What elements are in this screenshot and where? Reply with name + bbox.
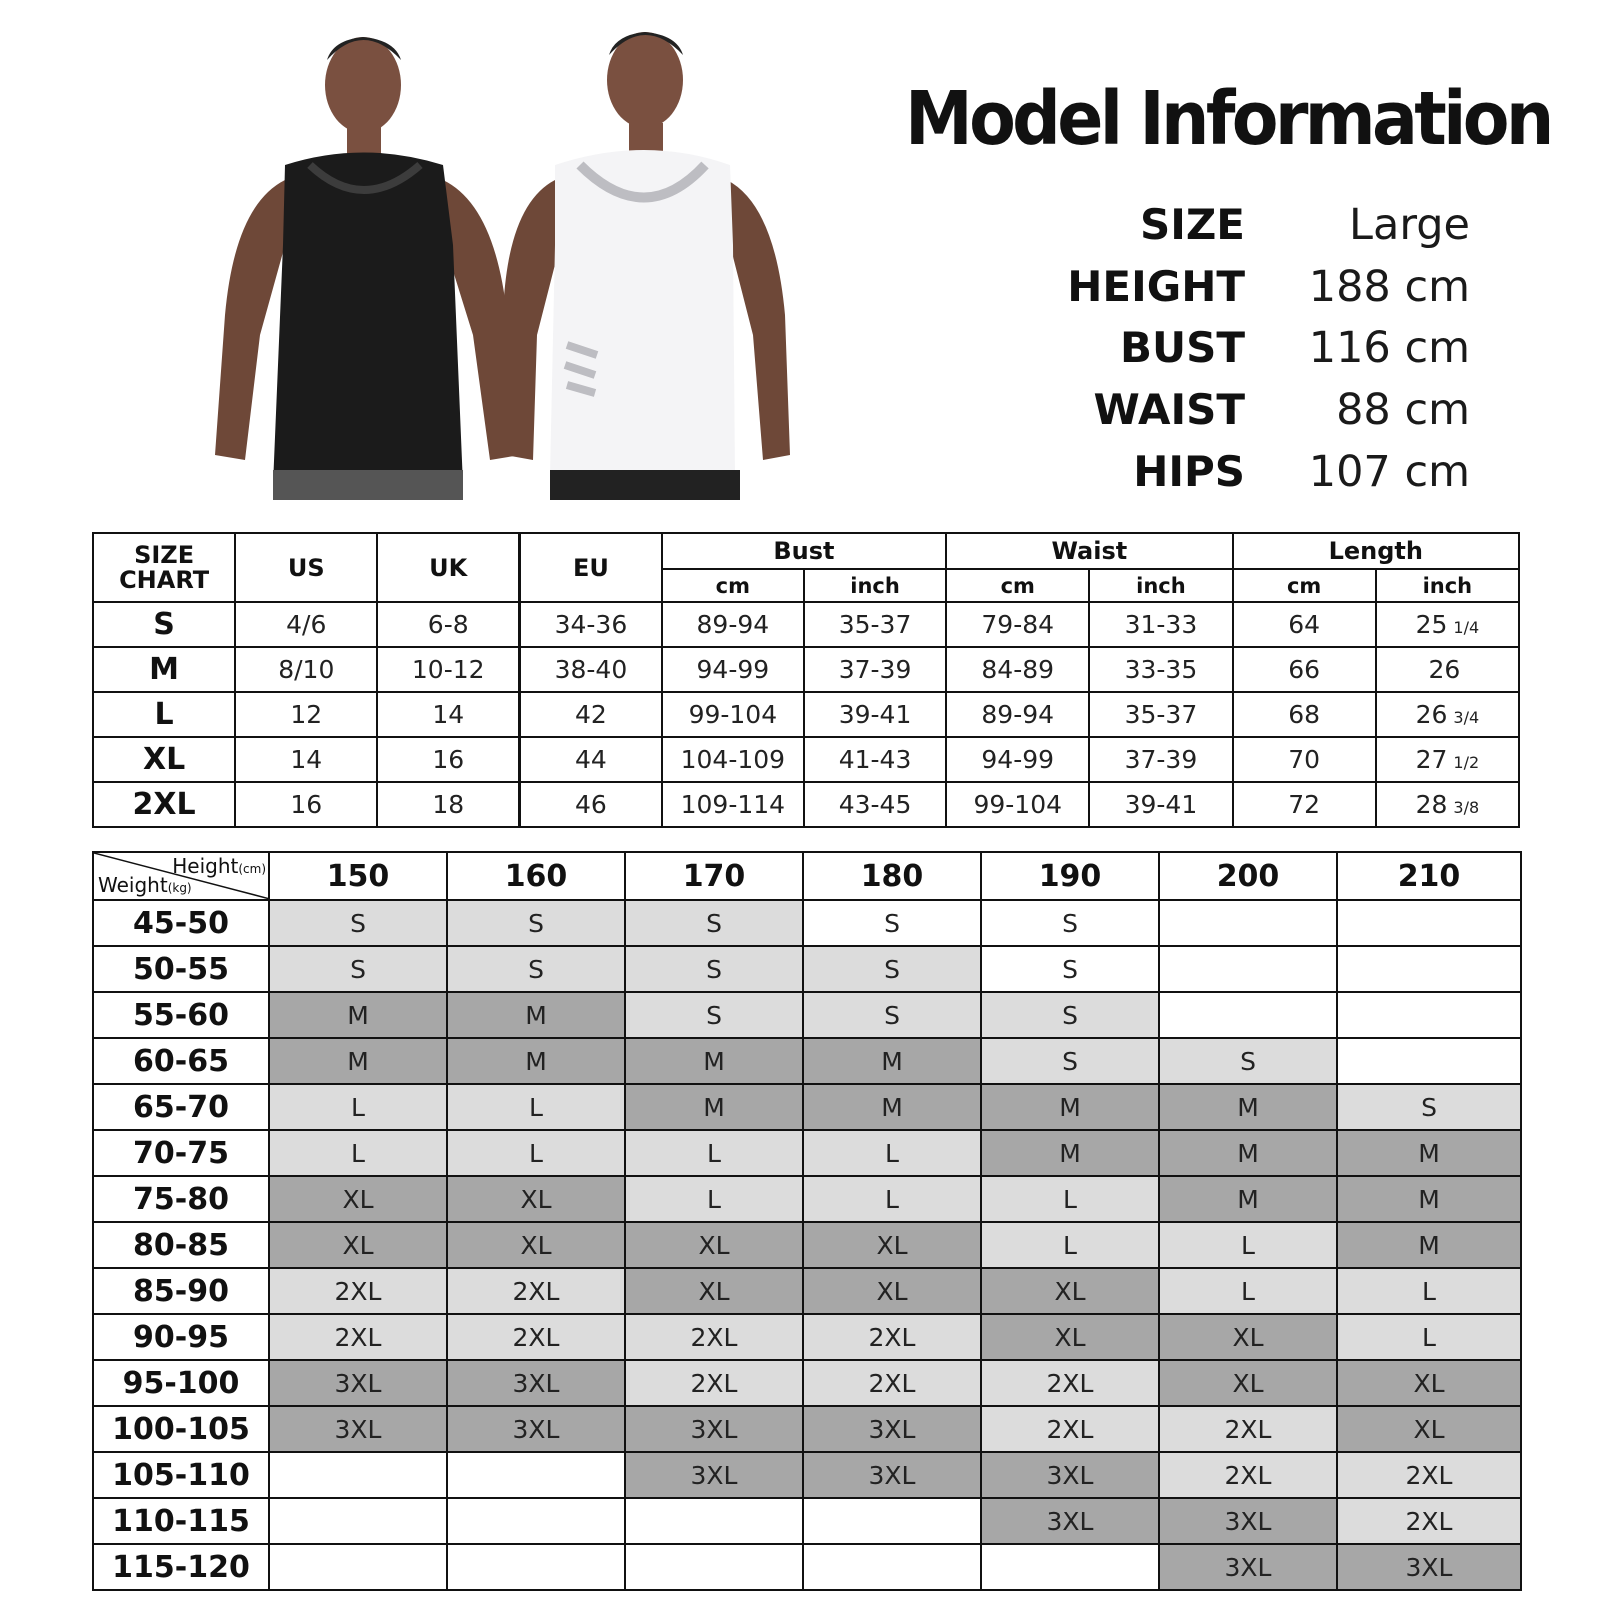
size-cell-bust-cm: 94-99 — [662, 647, 804, 692]
size-recommendation-cell: 3XL — [625, 1406, 803, 1452]
size-recommendation-cell: 2XL — [1159, 1406, 1337, 1452]
size-chart-corner: SIZE CHART — [93, 533, 235, 602]
size-cell-uk: 14 — [377, 692, 519, 737]
model-info-row — [1000, 380, 1500, 440]
model-info-label: WAIST — [1093, 385, 1245, 434]
weight-label: 100-105 — [93, 1406, 269, 1452]
weight-row — [93, 1314, 1521, 1360]
size-cell-len-in — [1376, 647, 1519, 692]
model-info-label: SIZE — [1139, 200, 1245, 249]
size-cell-bust-cm: 109-114 — [662, 782, 804, 827]
weight-row — [93, 1498, 1521, 1544]
size-recommendation-cell — [447, 1452, 625, 1498]
size-recommendation-cell: S — [981, 946, 1159, 992]
size-recommendation-cell — [1337, 1038, 1521, 1084]
height-header: 150 — [269, 852, 447, 900]
size-recommendation-cell: L — [447, 1084, 625, 1130]
header-waist: Waist — [946, 533, 1232, 569]
weight-label: 75-80 — [93, 1176, 269, 1222]
weight-row — [93, 1176, 1521, 1222]
size-label: XL — [93, 737, 235, 782]
size-recommendation-cell: XL — [447, 1176, 625, 1222]
header-length-inch: inch — [1376, 569, 1519, 602]
size-recommendation-cell: L — [269, 1130, 447, 1176]
size-recommendation-cell: XL — [1337, 1360, 1521, 1406]
size-cell-uk: 16 — [377, 737, 519, 782]
model-photo — [215, 15, 805, 500]
size-recommendation-cell: M — [803, 1038, 981, 1084]
size-cell-uk: 10-12 — [377, 647, 519, 692]
weight-row — [93, 1452, 1521, 1498]
size-recommendation-cell: 2XL — [981, 1360, 1159, 1406]
height-header: 190 — [981, 852, 1159, 900]
size-recommendation-cell: S — [1337, 1084, 1521, 1130]
size-cell-bust-in: 35-37 — [804, 602, 946, 647]
size-cell-waist-cm: 94-99 — [946, 737, 1089, 782]
size-recommendation-cell: S — [447, 900, 625, 946]
size-cell-eu: 44 — [520, 737, 662, 782]
weight-row — [93, 1130, 1521, 1176]
size-cell-uk: 18 — [377, 782, 519, 827]
size-recommendation-cell: 2XL — [625, 1360, 803, 1406]
size-recommendation-cell: XL — [447, 1222, 625, 1268]
size-recommendation-cell: L — [1159, 1222, 1337, 1268]
size-cell-us: 4/6 — [235, 602, 377, 647]
size-recommendation-cell: M — [1337, 1176, 1521, 1222]
size-recommendation-cell: 3XL — [1159, 1544, 1337, 1590]
weight-label: 70-75 — [93, 1130, 269, 1176]
hw-corner — [93, 852, 269, 900]
size-recommendation-cell: 2XL — [447, 1268, 625, 1314]
model-info-row — [1000, 195, 1500, 255]
size-recommendation-cell — [1159, 946, 1337, 992]
size-recommendation-cell: M — [269, 1038, 447, 1084]
header-waist-inch: inch — [1089, 569, 1232, 602]
size-recommendation-cell: XL — [981, 1268, 1159, 1314]
size-cell-len-cm: 66 — [1233, 647, 1376, 692]
size-recommendation-cell: M — [1337, 1130, 1521, 1176]
weight-label: 60-65 — [93, 1038, 269, 1084]
size-label: M — [93, 647, 235, 692]
size-recommendation-cell: L — [803, 1176, 981, 1222]
size-recommendation-cell — [447, 1498, 625, 1544]
size-recommendation-cell: L — [625, 1176, 803, 1222]
size-cell-waist-in: 35-37 — [1089, 692, 1232, 737]
weight-row — [93, 1222, 1521, 1268]
weight-row — [93, 1544, 1521, 1590]
size-recommendation-cell: 3XL — [803, 1406, 981, 1452]
size-recommendation-cell — [1159, 900, 1337, 946]
size-recommendation-cell: 3XL — [625, 1452, 803, 1498]
size-recommendation-cell: L — [625, 1130, 803, 1176]
size-row — [93, 737, 1519, 782]
size-cell-eu: 46 — [520, 782, 662, 827]
size-cell-bust-cm: 104-109 — [662, 737, 804, 782]
size-recommendation-cell — [803, 1498, 981, 1544]
size-recommendation-cell: M — [625, 1038, 803, 1084]
size-cell-len-cm: 70 — [1233, 737, 1376, 782]
size-cell-eu: 34-36 — [520, 602, 662, 647]
size-recommendation-cell — [447, 1544, 625, 1590]
size-recommendation-cell: XL — [625, 1268, 803, 1314]
size-recommendation-cell: 3XL — [981, 1452, 1159, 1498]
model-info-label: HIPS — [1133, 447, 1245, 496]
size-cell-waist-in: 37-39 — [1089, 737, 1232, 782]
weight-label: 95-100 — [93, 1360, 269, 1406]
size-cell-bust-in: 37-39 — [804, 647, 946, 692]
size-cell-waist-in: 33-35 — [1089, 647, 1232, 692]
size-recommendation-cell: L — [803, 1130, 981, 1176]
model-info-row — [1000, 257, 1500, 317]
size-recommendation-cell: M — [625, 1084, 803, 1130]
size-recommendation-cell: XL — [1337, 1406, 1521, 1452]
size-recommendation-cell: S — [981, 900, 1159, 946]
weight-row — [93, 1406, 1521, 1452]
size-recommendation-cell: 3XL — [269, 1360, 447, 1406]
size-cell-len-in — [1376, 737, 1519, 782]
size-recommendation-cell: 2XL — [1159, 1452, 1337, 1498]
height-header: 210 — [1337, 852, 1521, 900]
size-chart-table — [92, 532, 1520, 828]
size-recommendation-cell: 2XL — [981, 1406, 1159, 1452]
size-cell-waist-in: 31-33 — [1089, 602, 1232, 647]
size-recommendation-cell: M — [1159, 1130, 1337, 1176]
size-recommendation-cell: S — [981, 1038, 1159, 1084]
size-recommendation-cell — [981, 1544, 1159, 1590]
size-cell-bust-cm: 89-94 — [662, 602, 804, 647]
height-axis-label: Height(cm) — [172, 854, 266, 878]
header-us: US — [235, 533, 377, 602]
size-recommendation-cell — [625, 1498, 803, 1544]
model-info-label: BUST — [1119, 323, 1245, 372]
size-row — [93, 602, 1519, 647]
size-cell-us: 12 — [235, 692, 377, 737]
size-recommendation-cell: XL — [1159, 1314, 1337, 1360]
size-recommendation-cell: M — [1337, 1222, 1521, 1268]
weight-row — [93, 1268, 1521, 1314]
weight-label: 80-85 — [93, 1222, 269, 1268]
size-cell-len-cm: 72 — [1233, 782, 1376, 827]
size-recommendation-cell: S — [269, 946, 447, 992]
weight-axis-label: Weight(kg) — [98, 873, 192, 897]
size-cell-waist-cm: 89-94 — [946, 692, 1089, 737]
size-recommendation-cell: L — [981, 1176, 1159, 1222]
size-recommendation-cell: M — [1159, 1176, 1337, 1222]
model-white-tank — [503, 32, 790, 500]
size-recommendation-cell: S — [803, 992, 981, 1038]
size-recommendation-cell: L — [1337, 1268, 1521, 1314]
header-waist-cm: cm — [946, 569, 1089, 602]
size-recommendation-cell: 2XL — [1337, 1452, 1521, 1498]
size-recommendation-cell — [269, 1452, 447, 1498]
size-recommendation-cell: 3XL — [447, 1406, 625, 1452]
header-bust-cm: cm — [662, 569, 804, 602]
size-recommendation-cell: M — [803, 1084, 981, 1130]
header-bust-inch: inch — [804, 569, 946, 602]
size-recommendation-cell: XL — [269, 1222, 447, 1268]
weight-row — [93, 946, 1521, 992]
weight-label: 85-90 — [93, 1268, 269, 1314]
size-recommendation-cell: 2XL — [803, 1314, 981, 1360]
size-recommendation-cell: 2XL — [269, 1268, 447, 1314]
size-recommendation-cell: M — [447, 1038, 625, 1084]
size-recommendation-cell: L — [1337, 1314, 1521, 1360]
header-length-cm: cm — [1233, 569, 1376, 602]
size-cell-len-in — [1376, 692, 1519, 737]
size-label: 2XL — [93, 782, 235, 827]
size-row — [93, 647, 1519, 692]
height-weight-chart — [92, 851, 1522, 1591]
weight-label: 110-115 — [93, 1498, 269, 1544]
model-info-value: Large — [1349, 200, 1470, 250]
size-cell-len-in — [1376, 782, 1519, 827]
size-recommendation-cell: 3XL — [269, 1406, 447, 1452]
size-recommendation-cell — [269, 1498, 447, 1544]
size-cell-bust-in: 43-45 — [804, 782, 946, 827]
size-cell-bust-in: 39-41 — [804, 692, 946, 737]
size-recommendation-cell: S — [625, 992, 803, 1038]
size-recommendation-cell: XL — [269, 1176, 447, 1222]
size-recommendation-cell — [803, 1544, 981, 1590]
size-cell-uk: 6-8 — [377, 602, 519, 647]
size-recommendation-cell: 3XL — [1159, 1498, 1337, 1544]
size-row — [93, 782, 1519, 827]
size-cell-len-cm: 68 — [1233, 692, 1376, 737]
length-inch-whole: 28 — [1415, 790, 1448, 819]
size-recommendation-cell: XL — [625, 1222, 803, 1268]
header-eu: EU — [520, 533, 662, 602]
size-cell-waist-cm: 99-104 — [946, 782, 1089, 827]
size-recommendation-cell: S — [803, 946, 981, 992]
size-recommendation-cell: S — [447, 946, 625, 992]
size-recommendation-cell: S — [625, 900, 803, 946]
size-recommendation-cell: 2XL — [269, 1314, 447, 1360]
weight-label: 50-55 — [93, 946, 269, 992]
size-recommendation-cell: S — [269, 900, 447, 946]
size-cell-waist-in: 39-41 — [1089, 782, 1232, 827]
size-recommendation-cell: M — [269, 992, 447, 1038]
weight-row — [93, 992, 1521, 1038]
size-recommendation-cell — [1337, 992, 1521, 1038]
weight-label: 55-60 — [93, 992, 269, 1038]
header-bust: Bust — [662, 533, 946, 569]
size-cell-len-in — [1376, 602, 1519, 647]
size-recommendation-cell — [1159, 992, 1337, 1038]
size-cell-waist-cm: 84-89 — [946, 647, 1089, 692]
size-recommendation-cell: S — [803, 900, 981, 946]
length-inch-whole: 27 — [1415, 745, 1448, 774]
weight-label: 65-70 — [93, 1084, 269, 1130]
size-recommendation-cell — [1337, 946, 1521, 992]
model-info-value: 88 cm — [1336, 385, 1470, 435]
size-recommendation-cell — [625, 1544, 803, 1590]
header-uk: UK — [377, 533, 519, 602]
size-recommendation-cell: S — [981, 992, 1159, 1038]
length-inch-whole: 26 — [1428, 655, 1461, 684]
size-cell-us: 14 — [235, 737, 377, 782]
weight-row — [93, 900, 1521, 946]
height-header: 200 — [1159, 852, 1337, 900]
size-recommendation-cell — [269, 1544, 447, 1590]
size-recommendation-cell: XL — [803, 1222, 981, 1268]
size-recommendation-cell: 2XL — [1337, 1498, 1521, 1544]
length-inch-fraction: 1/2 — [1453, 753, 1480, 772]
model-info-title: Model Information — [905, 76, 1551, 162]
size-recommendation-cell: L — [447, 1130, 625, 1176]
size-recommendation-cell: M — [981, 1084, 1159, 1130]
height-header: 170 — [625, 852, 803, 900]
size-recommendation-cell: XL — [981, 1314, 1159, 1360]
model-info-row — [1000, 442, 1500, 502]
length-inch-whole: 25 — [1415, 610, 1448, 639]
size-recommendation-cell: L — [269, 1084, 447, 1130]
size-recommendation-cell: S — [1159, 1038, 1337, 1084]
weight-label: 105-110 — [93, 1452, 269, 1498]
weight-label: 115-120 — [93, 1544, 269, 1590]
model-info-row — [1000, 318, 1500, 378]
model-info-label: HEIGHT — [1067, 262, 1245, 311]
size-recommendation-cell: 2XL — [625, 1314, 803, 1360]
size-cell-bust-in: 41-43 — [804, 737, 946, 782]
height-header: 180 — [803, 852, 981, 900]
weight-row — [93, 1038, 1521, 1084]
size-recommendation-cell: 3XL — [447, 1360, 625, 1406]
height-header: 160 — [447, 852, 625, 900]
header-length: Length — [1233, 533, 1519, 569]
size-recommendation-cell: 3XL — [981, 1498, 1159, 1544]
size-cell-len-cm: 64 — [1233, 602, 1376, 647]
size-label: L — [93, 692, 235, 737]
size-recommendation-cell: M — [1159, 1084, 1337, 1130]
weight-label: 90-95 — [93, 1314, 269, 1360]
weight-label: 45-50 — [93, 900, 269, 946]
size-recommendation-cell: 3XL — [1337, 1544, 1521, 1590]
size-recommendation-cell: XL — [803, 1268, 981, 1314]
length-inch-fraction: 3/8 — [1453, 798, 1480, 817]
size-recommendation-cell: XL — [1159, 1360, 1337, 1406]
length-inch-fraction: 3/4 — [1453, 708, 1480, 727]
model-black-tank — [215, 37, 520, 500]
size-recommendation-cell: 3XL — [803, 1452, 981, 1498]
length-inch-fraction: 1/4 — [1453, 618, 1480, 637]
size-cell-eu: 42 — [520, 692, 662, 737]
size-recommendation-cell: L — [1159, 1268, 1337, 1314]
weight-row — [93, 1360, 1521, 1406]
size-recommendation-cell — [1337, 900, 1521, 946]
model-info-value: 107 cm — [1308, 447, 1470, 497]
length-inch-whole: 26 — [1415, 700, 1448, 729]
size-cell-eu: 38-40 — [520, 647, 662, 692]
model-info-value: 116 cm — [1308, 323, 1470, 373]
size-recommendation-cell: 2XL — [447, 1314, 625, 1360]
size-cell-bust-cm: 99-104 — [662, 692, 804, 737]
size-recommendation-cell: M — [447, 992, 625, 1038]
size-cell-us: 8/10 — [235, 647, 377, 692]
size-recommendation-cell: S — [625, 946, 803, 992]
size-recommendation-cell: L — [981, 1222, 1159, 1268]
size-recommendation-cell: M — [981, 1130, 1159, 1176]
size-cell-us: 16 — [235, 782, 377, 827]
model-info-value: 188 cm — [1308, 262, 1470, 312]
size-row — [93, 692, 1519, 737]
size-cell-waist-cm: 79-84 — [946, 602, 1089, 647]
size-label: S — [93, 602, 235, 647]
size-recommendation-cell: 2XL — [803, 1360, 981, 1406]
weight-row — [93, 1084, 1521, 1130]
